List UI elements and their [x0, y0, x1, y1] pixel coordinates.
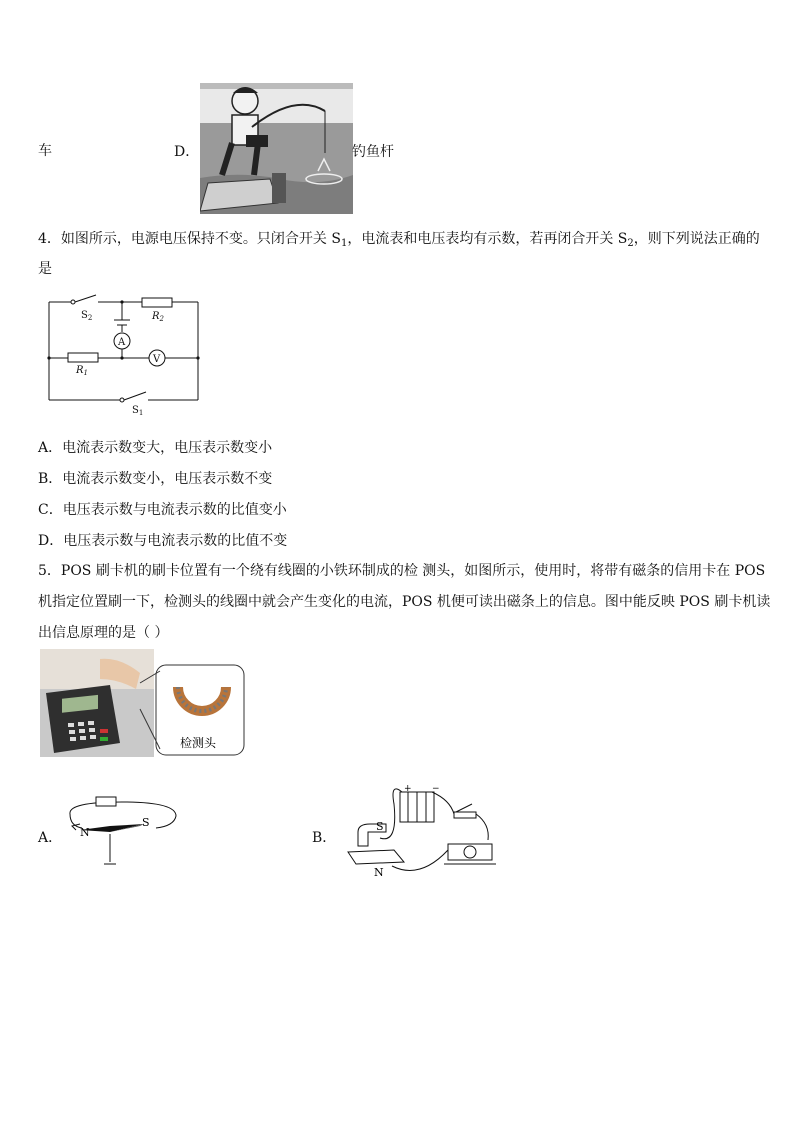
q4-option-a[interactable]: A．电流表示数变大，电压表示数变小	[38, 440, 273, 456]
q5-stem-line2: 机指定位置刷一下，检测头的线圈中就会产生变化的电流，POS 机便可读出磁条上的信息。图中能反映 POS 刷卡机读	[38, 594, 771, 610]
compass-n-label: N	[80, 826, 90, 839]
detector-label: 检测头	[180, 736, 217, 750]
q5-option-b-generator-diagram	[340, 784, 504, 878]
voltmeter-label: V	[153, 354, 161, 365]
q4-option-b[interactable]: B．电流表示数变小，电压表示数不变	[38, 471, 273, 487]
q5-stem-line1: 5．POS 刷卡机的刷卡位置有一个绕有线圈的小铁环制成的检 测头，如图所示，使用时，将带有磁条的信用卡在 POS	[38, 563, 766, 579]
q4-stem-line1: 4．如图所示，电源电压保持不变。只闭合开关 $S_1$，电流表和电压表均有示数，若再闭合开关 $S_2$，则下列说法正确的	[38, 231, 760, 249]
compass-s-label: S	[142, 816, 150, 829]
resistor-r2-label: $R_2$	[152, 311, 164, 323]
battery-plus-label: +	[404, 784, 412, 794]
q4-option-c[interactable]: C．电压表示数与电流表示数的比值变小	[38, 502, 287, 518]
fishing-rod-caption: 钓鱼杆	[352, 144, 394, 160]
magnet-s-label: S	[376, 820, 384, 833]
magnet-n-label: N	[374, 866, 384, 878]
q5-option-b-letter[interactable]: B．	[312, 830, 337, 846]
q5-stem-line3: 出信息原理的是（ ）	[38, 625, 169, 641]
q5-option-a-compass-diagram	[64, 794, 182, 872]
q4-stem-line2: 是	[38, 261, 52, 277]
option-d-letter: D．	[174, 144, 200, 160]
switch-s2-label: $S_2$	[81, 310, 93, 322]
q4-circuit-diagram	[46, 292, 202, 416]
pos-machine-image	[40, 649, 246, 757]
switch-s1-label: $S_1$	[132, 405, 144, 416]
resistor-r1-label: $R_1$	[76, 365, 88, 377]
fishing-rod-image	[200, 83, 353, 214]
battery-minus-label: −	[432, 784, 440, 794]
option-c-tail-text: 车	[38, 143, 52, 159]
ammeter-label: A	[118, 337, 126, 348]
q4-option-d[interactable]: D．电压表示数与电流表示数的比值不变	[38, 533, 288, 549]
q5-option-a-letter[interactable]: A．	[38, 830, 63, 846]
